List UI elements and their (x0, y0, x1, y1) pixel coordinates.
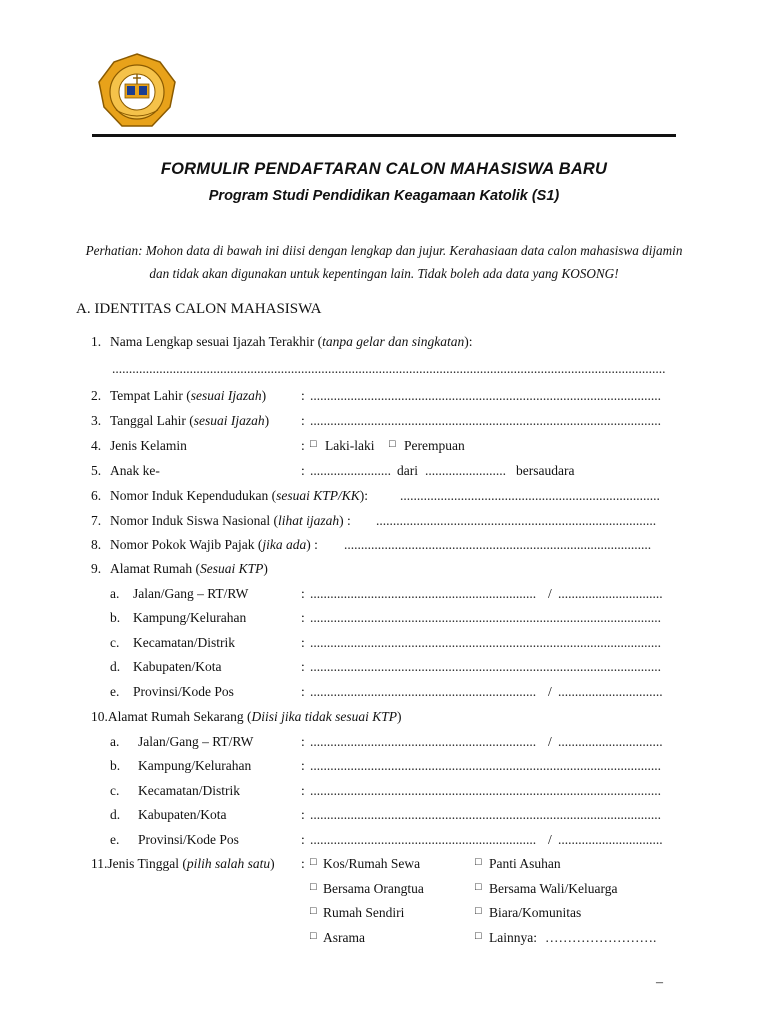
address-regency: d. Kabupaten/Kota : ........................................................................................................ (110, 659, 661, 674)
field-child-order: 5. Anak ke- : ........................ dari ........................ bersaudara (91, 463, 575, 478)
rt-rw-input[interactable]: ............................... (558, 586, 663, 601)
header-rule (92, 134, 676, 137)
village-input[interactable]: ........................................................................................................ (310, 610, 661, 625)
full-name-input[interactable]: .................................................................................................................................................................... (112, 361, 666, 376)
residence-other-input[interactable]: ……………………. (545, 930, 657, 945)
field-current-address: 10.Alamat Rumah Sekarang (Diisi jika tidak sesuai KTP) (91, 709, 402, 724)
field-full-name: 1. Nama Lengkap sesuai Ijazah Terakhir (tanpa gelar dan singkatan): (91, 334, 473, 349)
current-rt-rw-input[interactable]: ............................... (558, 734, 663, 749)
notice-line-2: dan tidak akan digunakan untuk kepentingan lain. Tidak boleh ada data yang KOSONG! (149, 266, 619, 281)
child-order-input[interactable]: ........................ (310, 463, 391, 478)
section-a-heading: A. IDENTITAS CALON MAHASISWA (76, 301, 322, 317)
field-nisn: 7. Nomor Induk Siswa Nasional (lihat ijazah) : ................................................................................... (91, 513, 657, 528)
page-mark: – (656, 975, 663, 990)
current-regency-input[interactable]: ........................................................................................................ (310, 807, 661, 822)
nisn-input[interactable]: ................................................................................... (376, 513, 657, 528)
nik-input[interactable]: ............................................................................. (400, 488, 660, 503)
district-input[interactable]: ........................................................................................................ (310, 635, 661, 650)
residence-row-4: □ Asrama □ Lainnya: ……………………. (310, 930, 657, 945)
regency-input[interactable]: ........................................................................................................ (310, 659, 661, 674)
current-address-village: b. Kampung/Kelurahan : ........................................................................................................ (110, 758, 661, 773)
province-input[interactable]: ................................................................... (310, 684, 537, 699)
postal-code-input[interactable]: ............................... (558, 684, 663, 699)
current-address-province: e. Provinsi/Kode Pos : ................................................................... / ............................... (110, 832, 663, 847)
siblings-count-input[interactable]: ........................ (425, 463, 506, 478)
address-street: a. Jalan/Gang – RT/RW : ................................................................... / ............................... (110, 586, 663, 601)
npwp-input[interactable]: ........................................................................................... (344, 537, 652, 552)
field-home-address: 9. Alamat Rumah (Sesuai KTP) (91, 561, 268, 576)
address-district: c. Kecamatan/Distrik : ........................................................................................................ (110, 635, 661, 650)
current-province-input[interactable]: ................................................................... (310, 832, 537, 847)
field-npwp: 8. Nomor Pokok Wajib Pajak (jika ada) : ........................................................................................... (91, 537, 652, 552)
field-gender: 4. Jenis Kelamin : □ Laki-laki □ Perempuan (91, 438, 465, 453)
field-nik: 6. Nomor Induk Kependudukan (sesuai KTP/KK): ............................................................................. (91, 488, 660, 503)
current-street-input[interactable]: ................................................................... (310, 734, 537, 749)
field-birth-date: 3. Tanggal Lahir (sesuai Ijazah) : ........................................................................................................ (91, 413, 661, 428)
current-address-regency: d. Kabupaten/Kota : ........................................................................................................ (110, 807, 661, 822)
residence-row-3: □ Rumah Sendiri □ Biara/Komunitas (310, 905, 582, 920)
institution-seal-icon (96, 52, 178, 132)
residence-row-2: □ Bersama Orangtua □ Bersama Wali/Keluarga (310, 881, 618, 896)
address-province: e. Provinsi/Kode Pos : ................................................................... / ............................... (110, 684, 663, 699)
field-residence-type: 11.Jenis Tinggal (pilih salah satu) : □ Kos/Rumah Sewa □ Panti Asuhan (91, 856, 561, 871)
current-district-input[interactable]: ........................................................................................................ (310, 783, 661, 798)
current-address-district: c. Kecamatan/Distrik : ........................................................................................................ (110, 783, 661, 798)
field-birth-place: 2. Tempat Lahir (sesuai Ijazah) : ........................................................................................................ (91, 388, 661, 403)
address-village: b. Kampung/Kelurahan : ........................................................................................................ (110, 610, 661, 625)
birth-place-input[interactable]: ........................................................................................................ (310, 388, 661, 403)
current-postal-code-input[interactable]: ............................... (558, 832, 663, 847)
current-address-street: a. Jalan/Gang – RT/RW : ................................................................... / ............................... (110, 734, 663, 749)
street-input[interactable]: ................................................................... (310, 586, 537, 601)
current-village-input[interactable]: ........................................................................................................ (310, 758, 661, 773)
birth-date-input[interactable]: ........................................................................................................ (310, 413, 661, 428)
notice-line-1: Perhatian: Mohon data di bawah ini diisi dengan lengkap dan jujur. Kerahasiaan data calon mahasiswa dijamin (85, 243, 683, 258)
form-subtitle: Program Studi Pendidikan Keagamaan Katolik (S1) (208, 188, 560, 204)
form-title: FORMULIR PENDAFTARAN CALON MAHASISWA BARU (160, 160, 608, 178)
